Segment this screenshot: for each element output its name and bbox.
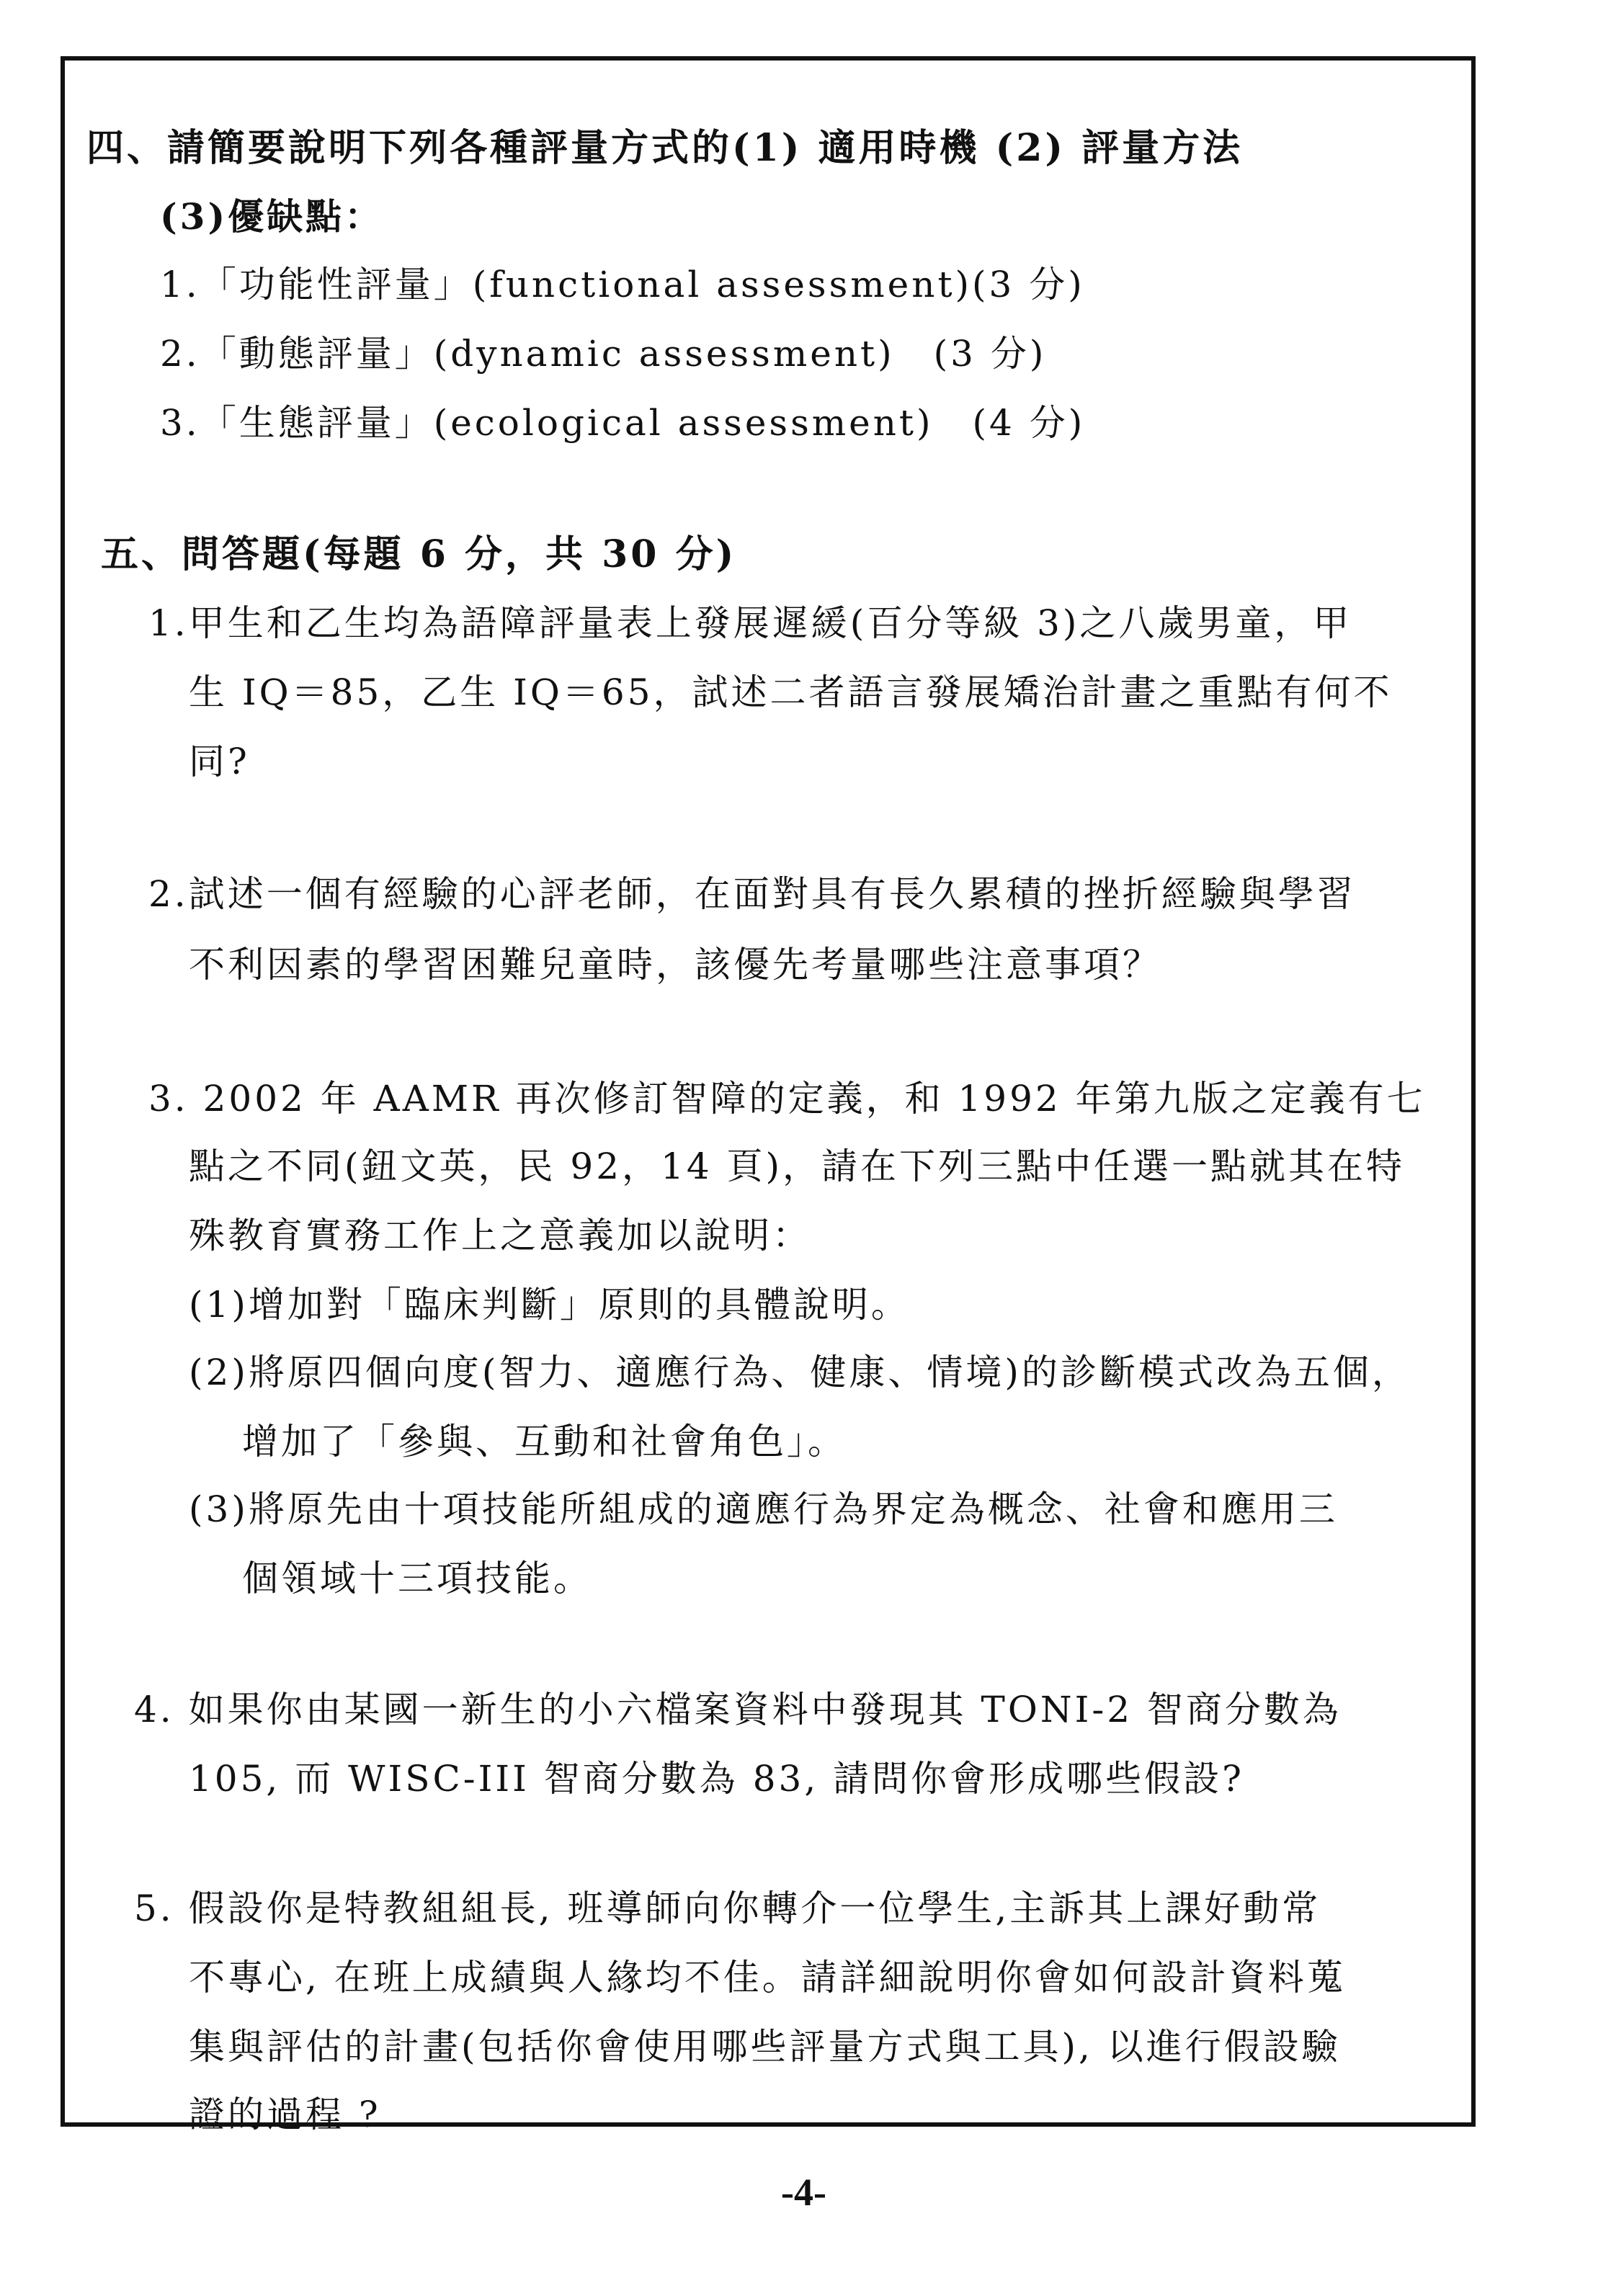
section-4-heading-continued: (3)優缺點： bbox=[160, 195, 384, 238]
question-1-line-3: 同? bbox=[189, 741, 250, 782]
question-3-line-1: 3. 2002 年 AAMR 再次修訂智障的定義，和 1992 年第九版之定義有七 bbox=[148, 1078, 1426, 1120]
question-5-line-1: 5. 假設你是特教組組長, 班導師向你轉介一位學生,主訴其上課好動常 bbox=[134, 1888, 1321, 1929]
question-3-line-3: 殊教育實務工作上之意義加以說明： bbox=[189, 1215, 811, 1256]
section-4-item-2: 2.「動態評量」(dynamic assessment) (3 分) bbox=[160, 333, 1047, 375]
question-3-option-1: (1)增加對「臨床判斷」原則的具體說明。 bbox=[189, 1284, 910, 1326]
question-5-line-4: 證的過程 ? bbox=[189, 2094, 381, 2135]
question-5-line-2: 不專心, 在班上成績與人緣均不佳。請詳細說明你會如何設計資料蒐 bbox=[189, 1957, 1346, 1998]
section-5-heading: 五、問答題(每題 6 分，共 30 分) bbox=[101, 532, 737, 576]
question-4-line-2: 105, 而 WISC-III 智商分數為 83, 請問你會形成哪些假設? bbox=[189, 1758, 1244, 1800]
question-3-option-3-line-1: (3)將原先由十項技能所組成的適應行為界定為概念、社會和應用三 bbox=[189, 1488, 1338, 1530]
question-4-line-1: 4. 如果你由某國一新生的小六檔案資料中發現其 TONI-2 智商分數為 bbox=[134, 1689, 1342, 1730]
question-2-line-1: 2.試述一個有經驗的心評老師，在面對具有長久累積的挫折經驗與學習 bbox=[148, 873, 1356, 915]
section-4-item-3: 3.「生態評量」(ecological assessment) (4 分) bbox=[160, 402, 1086, 444]
question-2-line-2: 不利因素的學習困難兒童時，該優先考量哪些注意事項？ bbox=[189, 944, 1161, 986]
question-5-line-3: 集與評估的計畫(包括你會使用哪些評量方式與工具), 以進行假設驗 bbox=[189, 2026, 1341, 2068]
question-3-option-3-line-2: 個領域十三項技能。 bbox=[242, 1558, 592, 1599]
section-4-item-1: 1.「功能性評量」(functional assessment)(3 分) bbox=[160, 264, 1085, 305]
question-3-line-2: 點之不同(鈕文英，民 92，14 頁)，請在下列三點中任選一點就其在特 bbox=[189, 1145, 1406, 1187]
question-3-option-2-line-1: (2)將原四個向度(智力、適應行為、健康、情境)的診斷模式改為五個， bbox=[189, 1352, 1411, 1393]
page-number: -4- bbox=[781, 2171, 826, 2214]
question-3-option-2-line-2: 增加了「參與、互動和社會角色」。 bbox=[242, 1421, 847, 1462]
section-4-heading: 四、請簡要說明下列各種評量方式的(1) 適用時機 (2) 評量方法 bbox=[86, 126, 1244, 170]
question-1-line-2: 生 IQ＝85，乙生 IQ＝65，試述二者語言發展矯治計畫之重點有何不 bbox=[189, 671, 1393, 713]
question-1-line-1: 1.甲生和乙生均為語障評量表上發展遲緩(百分等級 3)之八歲男童，甲 bbox=[148, 602, 1352, 644]
